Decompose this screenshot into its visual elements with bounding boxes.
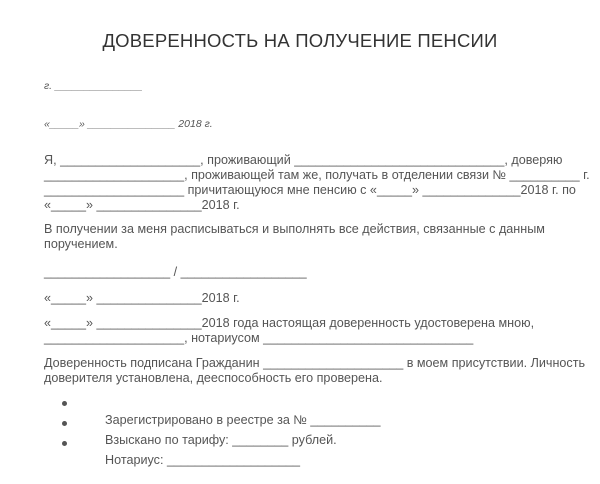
paragraph4-line: доверителя установлена, дееспособность его проверена. xyxy=(44,371,383,385)
list-item-text: Нотариус: ___________________ xyxy=(105,453,301,467)
paragraph3-line: ____________________, нотариусом ______________________________ xyxy=(44,331,474,345)
city-line: г. _______________ xyxy=(44,80,143,92)
list-item xyxy=(62,416,380,447)
signature-line: __________________ / __________________ xyxy=(44,265,307,279)
bullet-icon xyxy=(62,421,67,426)
bullet-icon xyxy=(62,401,67,406)
registry-list xyxy=(62,396,381,467)
date-line-2: «_____» _______________2018 г. xyxy=(44,291,240,305)
paragraph1-line: ____________________, проживающей там же, получать в отделении связи № __________ г. xyxy=(44,168,590,182)
list-item-text: Зарегистрировано в реестре за № __________ xyxy=(105,413,381,427)
paragraph4-line: Доверенность подписана Гражданин ____________________ в моем присутствии. Личность xyxy=(44,356,586,370)
date-line: «_____» _______________ 2018 г. xyxy=(44,118,213,130)
paragraph1-line: ____________________ причитающуюся мне пенсию с «_____» ______________2018 г. по xyxy=(44,183,576,197)
list-item xyxy=(62,396,381,427)
paragraph1-line: Я, ____________________, проживающий ______________________________, доверяю xyxy=(44,153,563,167)
paragraph2-line: В получении за меня расписываться и выполнять все действия, связанные с данным xyxy=(44,222,545,236)
list-item-text: Взыскано по тарифу: ________ рублей. xyxy=(105,433,337,447)
list-item xyxy=(62,436,380,467)
bullet-icon xyxy=(62,441,67,446)
paragraph3-line: «_____» _______________2018 года настоящая доверенность удостоверена мною, xyxy=(44,316,535,330)
paragraph2-line: поручением. xyxy=(44,237,118,251)
paragraph1-line: «_____» _______________2018 г. xyxy=(44,198,240,212)
document-title: ДОВЕРЕННОСТЬ НА ПОЛУЧЕНИЕ ПЕНСИИ xyxy=(102,30,498,51)
